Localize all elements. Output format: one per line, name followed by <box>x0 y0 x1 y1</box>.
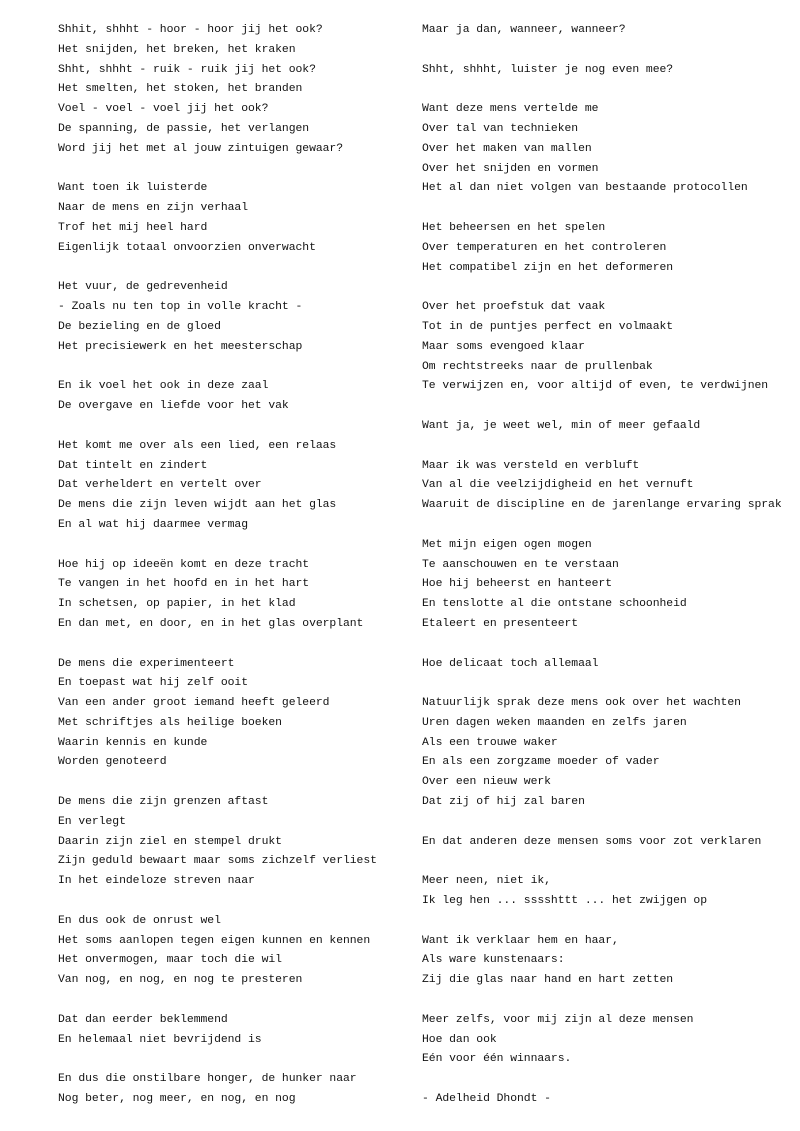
poem-line: Dat tintelt en zindert <box>58 459 208 472</box>
stanza <box>422 1090 792 1110</box>
poem-line: Van een ander groot iemand heeft geleerd <box>58 697 330 710</box>
stanza <box>58 1011 403 1051</box>
poem-line: In schetsen, op papier, in het klad <box>58 598 296 611</box>
poem-line: En helemaal niet bevrijdend is <box>58 1033 262 1046</box>
poem-line: Maar ik was versteld en verbluft <box>422 459 640 472</box>
poem-line: De mens die experimenteert <box>58 657 235 670</box>
poem-line: Het komt me over als een lied, een relaas <box>58 439 337 452</box>
poem-line: Waaruit de discipline en de jarenlange ervaring sprak <box>422 499 782 512</box>
stanza <box>58 655 403 774</box>
poem-line: Nog beter, nog meer, en nog, en nog <box>58 1093 296 1106</box>
poem-line: Trof het mij heel hard <box>58 221 208 234</box>
stanza <box>58 179 403 258</box>
stanza <box>58 21 403 160</box>
poem-line: En dus die onstilbare honger, de hunker naar <box>58 1073 357 1086</box>
poem-line: Hoe hij beheerst en hanteert <box>422 578 612 591</box>
poem-line: Want deze mens vertelde me <box>422 103 599 116</box>
poem-line: Hoe delicaat toch allemaal <box>422 657 599 670</box>
poem-line: Maar soms evengoed klaar <box>422 340 585 353</box>
poem-line: Dat zij of hij zal baren <box>422 796 585 809</box>
poem-line: Over een nieuw werk <box>422 776 551 789</box>
stanza <box>58 377 403 417</box>
poem-line: En dan met, en door, en in het glas overplant <box>58 617 364 630</box>
poem-line: In het eindeloze streven naar <box>58 875 255 888</box>
poem-line: Eén voor één winnaars. <box>422 1053 572 1066</box>
stanza <box>422 21 792 41</box>
poem-line: Over het maken van mallen <box>422 142 592 155</box>
poem-line: Zijn geduld bewaart maar soms zichzelf verliest <box>58 855 377 868</box>
poem-line: Over tal van technieken <box>422 122 579 135</box>
poem-line: Het soms aanlopen tegen eigen kunnen en kennen <box>58 934 371 947</box>
poem-line: En al wat hij daarmee vermag <box>58 518 248 531</box>
stanza <box>422 100 792 199</box>
poem-line: Het al dan niet volgen van bestaande protocollen <box>422 182 748 195</box>
stanza <box>422 833 792 853</box>
poem-line: Het smelten, het stoken, het branden <box>58 83 303 96</box>
poem-line: De mens die zijn grenzen aftast <box>58 796 269 809</box>
poem-line: En dat anderen deze mensen soms voor zot verklaren <box>422 835 762 848</box>
poem-line: Het compatibel zijn en het deformeren <box>422 261 674 274</box>
poem-line: De bezieling en de gloed <box>58 320 221 333</box>
stanza <box>422 61 792 81</box>
poem-line: Uren dagen weken maanden en zelfs jaren <box>422 716 687 729</box>
poem-line: Te verwijzen en, voor altijd of even, te verdwijnen <box>422 380 769 393</box>
poem-line: Het onvermogen, maar toch die wil <box>58 954 282 967</box>
stanza <box>422 298 792 397</box>
poem-line: Als een trouwe waker <box>422 736 558 749</box>
poem-line: Dat dan eerder beklemmend <box>58 1013 228 1026</box>
poem-line: Het snijden, het breken, het kraken <box>58 43 296 56</box>
poem-line: - Adelheid Dhondt - <box>422 1093 551 1106</box>
poem-line: Tot in de puntjes perfect en volmaakt <box>422 320 674 333</box>
poem-line: De spanning, de passie, het verlangen <box>58 122 310 135</box>
poem-line: Dat verheldert en vertelt over <box>58 479 262 492</box>
poem-line: Meer neen, niet ik, <box>422 875 551 888</box>
poem-line: Worden genoteerd <box>58 756 167 769</box>
poem-line: Als ware kunstenaars: <box>422 954 565 967</box>
poem-line: Want ik verklaar hem en haar, <box>422 934 619 947</box>
poem-right-column <box>422 21 792 1130</box>
poem-line: Van nog, en nog, en nog te presteren <box>58 974 303 987</box>
poem-line: De overgave en liefde voor het vak <box>58 400 289 413</box>
poem-line: Waarin kennis en kunde <box>58 736 208 749</box>
poem-line: Over het proefstuk dat vaak <box>422 301 606 314</box>
poem-line: Ik leg hen ... sssshttt ... het zwijgen op <box>422 895 707 908</box>
poem-left-column <box>58 21 403 1130</box>
poem-line: Te aanschouwen en te verstaan <box>422 558 619 571</box>
poem-line: Maar ja dan, wanneer, wanneer? <box>422 24 626 36</box>
stanza <box>58 278 403 357</box>
poem-line: Het precisiewerk en het meesterschap <box>58 340 303 353</box>
poem-line: Shhit, shhht - hoor - hoor jij het ook? <box>58 24 323 36</box>
poem-line: En dus ook de onrust wel <box>58 914 221 927</box>
poem-line: Daarin zijn ziel en stempel drukt <box>58 835 282 848</box>
stanza <box>422 872 792 912</box>
poem-line: Shht, shhht, luister je nog even mee? <box>422 63 674 76</box>
poem-line: Te vangen in het hoofd en in het hart <box>58 578 310 591</box>
poem-line: Het vuur, de gedrevenheid <box>58 281 228 294</box>
stanza <box>58 912 403 991</box>
poem-line: De mens die zijn leven wijdt aan het glas <box>58 499 337 512</box>
stanza <box>58 437 403 536</box>
stanza <box>422 457 792 516</box>
poem-line: Hoe dan ook <box>422 1033 497 1046</box>
poem-line: Natuurlijk sprak deze mens ook over het wachten <box>422 697 741 710</box>
poem-line: En verlegt <box>58 815 126 828</box>
poem-line: Met schriftjes als heilige boeken <box>58 716 282 729</box>
stanza <box>422 417 792 437</box>
stanza <box>422 219 792 278</box>
stanza <box>422 536 792 635</box>
poem-line: En ik voel het ook in deze zaal <box>58 380 269 393</box>
poem-line: Met mijn eigen ogen mogen <box>422 538 592 551</box>
poem-line: Over temperaturen en het controleren <box>422 241 667 254</box>
stanza <box>422 655 792 675</box>
poem-line: En als een zorgzame moeder of vader <box>422 756 660 769</box>
stanza <box>422 1011 792 1070</box>
poem-line: Het beheersen en het spelen <box>422 221 606 234</box>
poem-line: En toepast wat hij zelf ooit <box>58 677 248 690</box>
poem-line: En tenslotte al die ontstane schoonheid <box>422 598 687 611</box>
poem-line: Etaleert en presenteert <box>422 617 579 630</box>
stanza <box>58 793 403 892</box>
poem-line: Zij die glas naar hand en hart zetten <box>422 974 674 987</box>
poem-line: - Zoals nu ten top in volle kracht - <box>58 301 303 314</box>
poem-line: Hoe hij op ideeën komt en deze tracht <box>58 558 310 571</box>
poem-line: Over het snijden en vormen <box>422 162 599 175</box>
stanza <box>58 1070 403 1110</box>
stanza <box>422 694 792 813</box>
poem-line: Om rechtstreeks naar de prullenbak <box>422 360 653 373</box>
poem-line: Naar de mens en zijn verhaal <box>58 202 248 215</box>
poem-line: Word jij het met al jouw zintuigen gewaar? <box>58 142 343 155</box>
poem-line: Shht, shhht - ruik - ruik jij het ook? <box>58 63 316 76</box>
poem-line: Want ja, je weet wel, min of meer gefaald <box>422 419 701 432</box>
stanza <box>422 932 792 991</box>
poem-line: Eigenlijk totaal onvoorzien onverwacht <box>58 241 316 254</box>
poem-line: Voel - voel - voel jij het ook? <box>58 103 269 116</box>
stanza <box>58 556 403 635</box>
poem-line: Van al die veelzijdigheid en het vernuft <box>422 479 694 492</box>
poem-line: Meer zelfs, voor mij zijn al deze mensen <box>422 1013 694 1026</box>
poem-line: Want toen ik luisterde <box>58 182 208 195</box>
